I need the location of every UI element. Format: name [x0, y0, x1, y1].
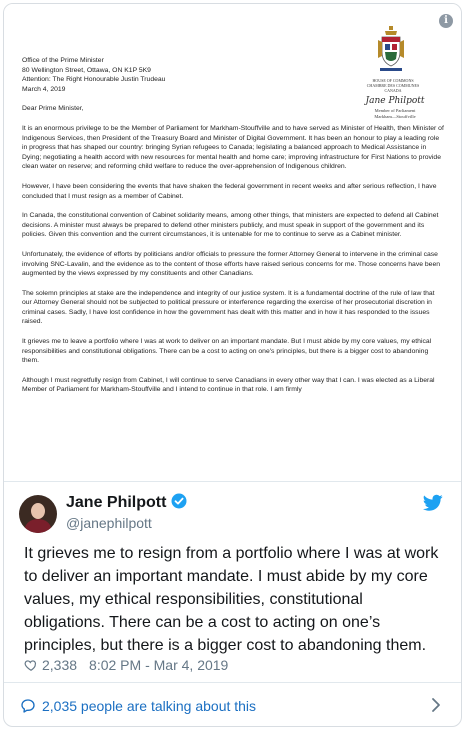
avatar-face [31, 503, 45, 519]
info-icon[interactable]: i [439, 14, 453, 28]
letter-paragraph: However, I have been considering the events that have shaken the federal government in recent weeks and after serious reflection, I have concluded that I must resign as a member of Cabinet. [22, 182, 437, 200]
heart-icon[interactable] [24, 658, 38, 672]
author-name[interactable] [66, 493, 187, 512]
letter-paragraph: Unfortunately, the evidence of efforts by politicians and/or officials to pressure the former Attorney General to intervene in the criminal case involving SNC-Lavalin, and the evidence as to the content of those efforts have raised serious concerns for me. Those concerns have been augmented by the views expressed by my constituents and other Canadians. [22, 250, 441, 278]
chevron-right-icon[interactable] [431, 697, 441, 713]
tweet-embed-card [3, 3, 462, 727]
letterhead-line: CHAMBRE DES COMMUNES [366, 83, 420, 88]
letter-paragraph: In Canada, the constitutional convention of Cabinet solidarity means, among other things, that ministers are expected to defend all Cabinet decisions. A minister must always be prepared to defend other ministers publicly, and must speak in support of the government and its policies. Given this convention and the current circumstances, it is untenable for me to continue to serve as a Cabinet minister. [22, 212, 439, 239]
avatar[interactable] [19, 495, 57, 533]
mp-title-line: Markham—Stouffville [374, 114, 416, 119]
author-handle[interactable]: @janephilpott [66, 515, 152, 531]
mp-title-line: Member of Parliament [374, 108, 416, 113]
like-count[interactable]: 2,338 [42, 657, 78, 673]
tweet-text: It grieves me to resign from a portfolio where I was at work to deliver an important mandate. I must abide by my core values, my ethical responsibilities, constitutional obligations. There can be a cost to acting on one’s principles, but there is a bigger cost to abandoning them. [24, 545, 439, 654]
letter-paragraph: It grieves me to leave a portfolio where I was at work to deliver on an important mandate. But I must abide by my core values, my ethical responsibilities and constitutional obligations. There can be a cost to acting on one's principles, but there is a bigger cost to abandoning them. [22, 338, 432, 365]
letter-image[interactable] [4, 4, 461, 482]
speech-bubble-icon [20, 698, 36, 714]
author-name-text[interactable]: Jane Philpott [66, 494, 167, 511]
letterhead-line: CANADA [384, 88, 402, 93]
address-line: 80 Wellington Street, Ottawa, ON K1P 5K9 [22, 66, 151, 74]
avatar-body [25, 519, 51, 533]
tweet-meta [24, 655, 228, 675]
conversation-link[interactable] [4, 683, 461, 727]
address-line: Office of the Prime Minister [22, 57, 104, 64]
letter-paragraph: Although I must regretfully resign from Cabinet, I will continue to serve Canadians in every other way that I can. I was elected as a Liberal Member of Parliament for Markham-Stouffville and I intend to continue in that role. I am firmly [22, 376, 435, 394]
letterhead-line: HOUSE OF COMMONS [372, 78, 414, 83]
conversation-count-text[interactable]: 2,035 people are talking about this [42, 697, 257, 714]
letter-paragraph: The solemn principles at stake are the independence and integrity of our justice system. It is a fundamental doctrine of the rule of law that our Attorney General should not be subjected to political pressure or interference regarding the exercise of her prosecutorial discretion in criminal cases. Sadly, I have lost confidence in how the government has dealt with this matter and in how it has responded to the issues raised. [22, 289, 435, 326]
letter-paragraph: It is an enormous privilege to be the Member of Parliament for Markham-Stouffville and to have served as Minister of Health, then Minister of Indigenous Services, then President of the Treasury Board and Minister of Digital Government. It has been an honour to play a leading role in progress that has shaped our country: bringing Syrian refugees to Canada; legislating a balanced approach to Medical Assistance in Dying; negotiating a health accord with new resources for mental health and home care; improving infrastructure for First Nations to provide clean water on reserve; and reforming child welfare to reduce the over-apprehension of Indigenous children. [22, 124, 444, 171]
mp-signature: Jane Philpott [365, 96, 425, 106]
twitter-bird-icon[interactable] [423, 494, 443, 512]
letter-body [22, 56, 446, 395]
letter-salutation: Dear Prime Minister, [22, 105, 84, 113]
tweet-timestamp[interactable]: 8:02 PM - Mar 4, 2019 [89, 657, 229, 673]
address-line: March 4, 2019 [22, 85, 66, 93]
verified-icon [171, 493, 187, 509]
tweet-header [4, 482, 461, 540]
address-line: Attention: The Right Honourable Justin Trudeau [22, 76, 166, 84]
letter-address [22, 56, 322, 94]
